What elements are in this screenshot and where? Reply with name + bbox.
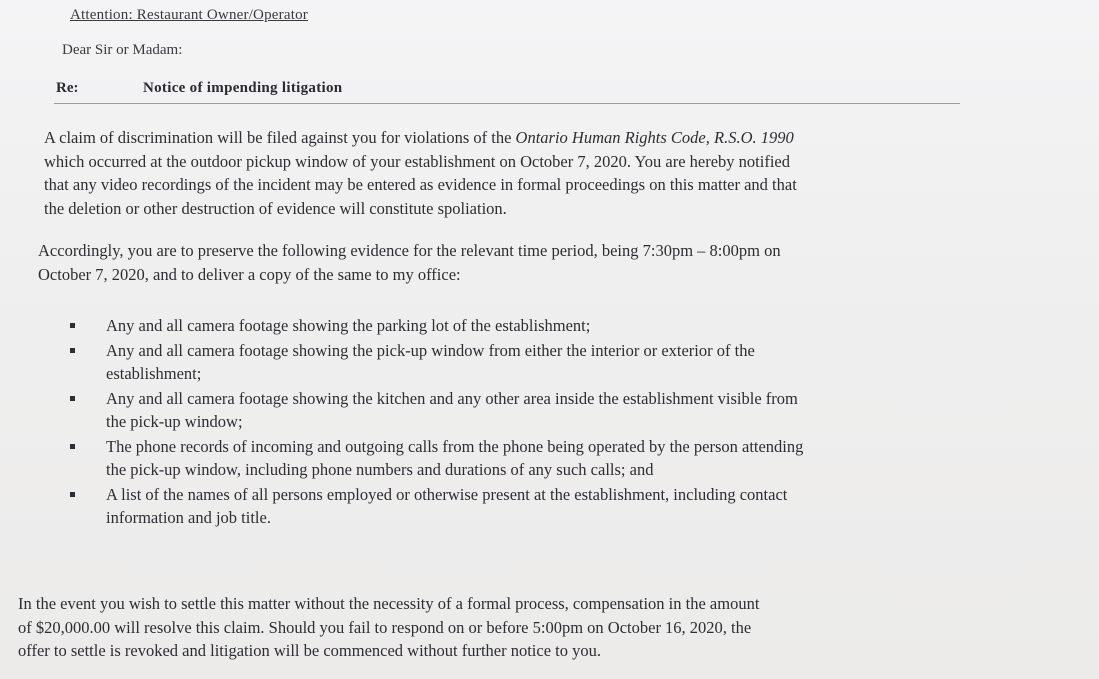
- paragraph-claim-line-3: that any video recordings of the incident may be entered as evidence in formal proceedings on this matter and that: [44, 175, 797, 194]
- re-subject: Notice of impending litigation: [143, 80, 343, 96]
- paragraph-claim-line-1: [44, 126, 1034, 150]
- bullet-marker: [70, 323, 75, 328]
- paragraph-preserve-line-2: October 7, 2020, and to deliver a copy of the same to my office:: [38, 264, 461, 284]
- evidence-list-item: [66, 314, 1046, 337]
- evidence-item-line: the pick-up window;: [106, 412, 243, 431]
- evidence-item-line: the pick-up window, including phone numbers and durations of any such calls; and: [106, 460, 654, 479]
- paragraph-settlement: [18, 592, 1053, 663]
- paragraph-preserve-line-1: Accordingly, you are to preserve the following evidence for the relevant time period, being 7:30pm – 8:00pm on: [38, 241, 781, 260]
- paragraph-settlement-line-1: In the event you wish to settle this matter without the necessity of a formal process, compensation in the amount: [18, 594, 760, 613]
- paragraph-claim: [44, 126, 1034, 220]
- evidence-item-line: establishment;: [106, 364, 202, 383]
- paragraph-claim-line-4: the deletion or other destruction of evidence will constitute spoliation.: [44, 198, 507, 218]
- paragraph-claim-line-2: which occurred at the outdoor pickup window of your establishment on October 7, 2020. You are hereby notified: [44, 151, 790, 171]
- re-label: Re:: [56, 80, 79, 96]
- statute-citation: Ontario Human Rights Code, R.S.O. 1990: [515, 128, 794, 147]
- bullet-marker: [70, 348, 75, 353]
- paragraph-claim-line-1-text: A claim of discrimination will be filed against you for violations of the: [44, 128, 516, 147]
- subject-divider: [54, 103, 960, 104]
- evidence-item-line: The phone records of incoming and outgoing calls from the phone being operated by the person attending: [106, 437, 804, 456]
- evidence-list-item: [66, 435, 1046, 481]
- evidence-list: [66, 314, 1046, 531]
- evidence-item-line: information and job title.: [106, 508, 271, 527]
- evidence-item-line: Any and all camera footage showing the parking lot of the establishment;: [106, 316, 591, 335]
- bullet-marker: [70, 444, 75, 449]
- paragraph-settlement-line-2: of $20,000.00 will resolve this claim. Should you fail to respond on or before 5:00pm on October 16, 2020, the: [18, 617, 752, 637]
- paragraph-settlement-line-3: offer to settle is revoked and litigation will be commenced without further notice to you.: [18, 641, 602, 660]
- evidence-list-item: [66, 387, 1046, 433]
- attention-line: Attention: Restaurant Owner/Operator: [70, 7, 308, 23]
- paragraph-preserve-evidence: [38, 239, 1038, 286]
- bullet-marker: [70, 492, 75, 497]
- bullet-marker: [70, 396, 75, 401]
- evidence-item-line: Any and all camera footage showing the pick-up window from either the interior or exterior of the: [106, 341, 755, 360]
- evidence-list-item: [66, 483, 1046, 529]
- salutation: Dear Sir or Madam:: [62, 42, 183, 58]
- evidence-item-line: A list of the names of all persons employed or otherwise present at the establishment, including contact: [106, 485, 788, 504]
- evidence-item-line: Any and all camera footage showing the kitchen and any other area inside the establishment visible from: [106, 389, 798, 408]
- evidence-list-item: [66, 339, 1046, 385]
